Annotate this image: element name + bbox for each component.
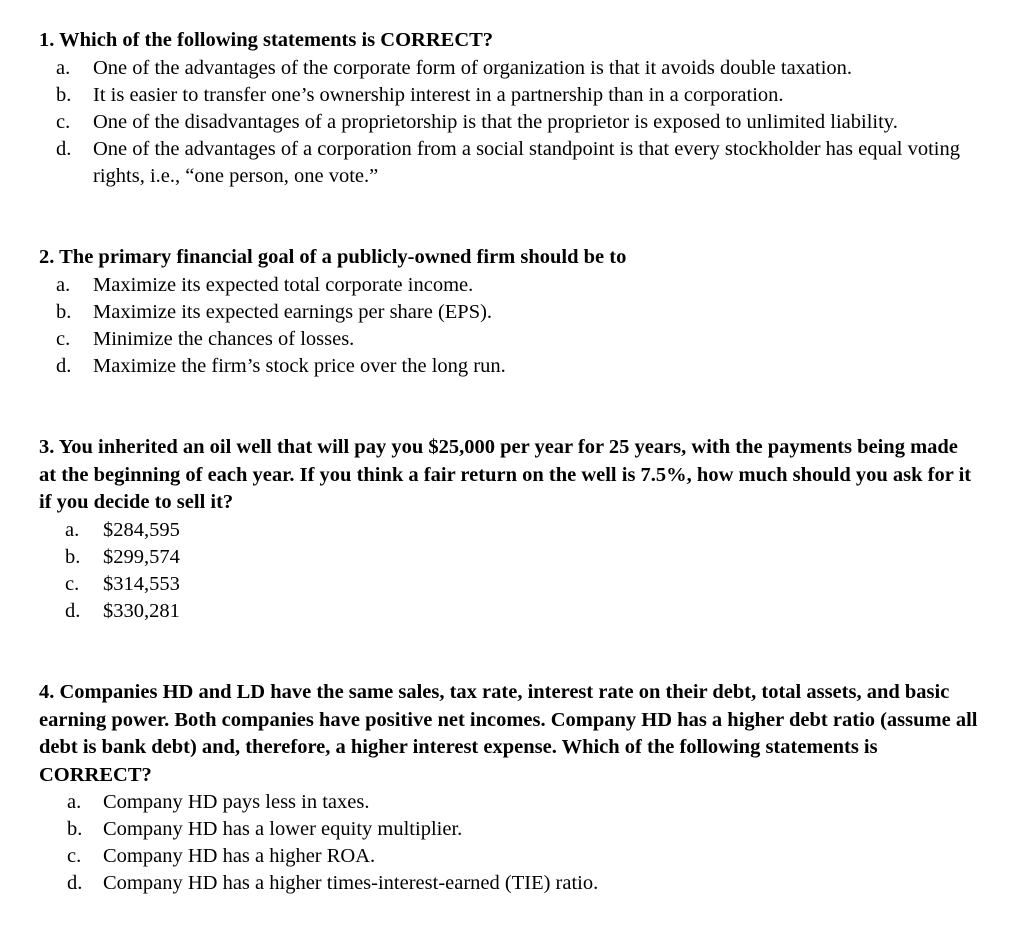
option-text: Maximize the firm’s stock price over the long run. bbox=[93, 354, 506, 377]
option-text: Company HD has a lower equity multiplier. bbox=[103, 818, 463, 840]
option-letter: d. bbox=[56, 354, 72, 377]
question-2 bbox=[39, 244, 979, 380]
option-text: $284,595 bbox=[103, 518, 180, 541]
option-letter: b. bbox=[56, 300, 72, 323]
option-letter: a. bbox=[56, 56, 71, 79]
option-letter: c. bbox=[65, 572, 80, 595]
question-4-option-d bbox=[39, 870, 979, 897]
question-2-stem: 2. The primary financial goal of a publicly-owned firm should be to bbox=[39, 246, 627, 268]
option-letter: c. bbox=[56, 327, 71, 350]
question-1-option-d bbox=[39, 136, 979, 190]
option-text: One of the advantages of a corporation from a social standpoint is that every stockholder has equal voting rights, i.e., “one person, one vote.” bbox=[93, 137, 961, 187]
question-3-option-d bbox=[39, 598, 979, 625]
question-2-option-b bbox=[39, 299, 979, 326]
question-3-option-b bbox=[39, 544, 979, 571]
option-text: Maximize its expected total corporate income. bbox=[93, 273, 474, 296]
option-text: It is easier to transfer one’s ownership interest in a partnership than in a corporation. bbox=[93, 83, 784, 106]
option-letter: a. bbox=[67, 791, 82, 813]
option-text: Company HD has a higher times-interest-earned (TIE) ratio. bbox=[103, 872, 599, 894]
option-text: Minimize the chances of losses. bbox=[93, 327, 355, 350]
question-3 bbox=[39, 434, 979, 625]
question-2-options bbox=[39, 272, 979, 380]
question-3-option-a bbox=[39, 517, 979, 544]
option-letter: a. bbox=[65, 518, 80, 541]
option-letter: a. bbox=[56, 273, 71, 296]
question-1 bbox=[39, 27, 979, 190]
question-4-options bbox=[39, 789, 979, 897]
question-2-option-d bbox=[39, 353, 979, 380]
option-letter: d. bbox=[56, 137, 72, 160]
question-1-option-c bbox=[39, 109, 979, 136]
option-text: $330,281 bbox=[103, 599, 180, 622]
question-1-option-b bbox=[39, 82, 979, 109]
option-letter: d. bbox=[67, 872, 83, 894]
question-1-stem: 1. Which of the following statements is CORRECT? bbox=[39, 29, 494, 51]
option-letter: b. bbox=[65, 545, 81, 568]
option-text: Maximize its expected earnings per share (EPS). bbox=[93, 300, 493, 323]
question-4-stem: 4. Companies HD and LD have the same sales, tax rate, interest rate on their debt, total assets, and basic earning power. Both companies have positive net incomes. Company HD has a higher debt ratio (assume all debt is bank debt) and, therefore, a higher interest expense. Which of the following statements is CORRECT? bbox=[39, 681, 978, 786]
question-3-stem: 3. You inherited an oil well that will pay you $25,000 per year for 25 years, with the payments being made at the beginning of each year. If you think a fair return on the well is 7.5%, how much should you ask for it if you decide to sell it? bbox=[39, 436, 972, 513]
option-text: $299,574 bbox=[103, 545, 180, 568]
question-4-option-b bbox=[39, 816, 979, 843]
option-text: One of the disadvantages of a proprietorship is that the proprietor is exposed to unlimited liability. bbox=[93, 110, 898, 133]
question-2-option-c bbox=[39, 326, 979, 353]
question-4-option-a bbox=[39, 789, 979, 816]
option-text: $314,553 bbox=[103, 572, 180, 595]
question-4 bbox=[39, 679, 979, 897]
option-letter: b. bbox=[67, 818, 83, 840]
option-letter: c. bbox=[67, 845, 82, 867]
question-2-option-a bbox=[39, 272, 979, 299]
option-text: Company HD pays less in taxes. bbox=[103, 791, 370, 813]
option-letter: d. bbox=[65, 599, 81, 622]
option-text: Company HD has a higher ROA. bbox=[103, 845, 376, 867]
question-4-option-c bbox=[39, 843, 979, 870]
option-text: One of the advantages of the corporate form of organization is that it avoids double taxation. bbox=[93, 56, 853, 79]
question-1-option-a bbox=[39, 55, 979, 82]
question-3-options bbox=[39, 517, 979, 625]
question-3-option-c bbox=[39, 571, 979, 598]
question-1-options bbox=[39, 55, 979, 190]
option-letter: b. bbox=[56, 83, 72, 106]
option-letter: c. bbox=[56, 110, 71, 133]
